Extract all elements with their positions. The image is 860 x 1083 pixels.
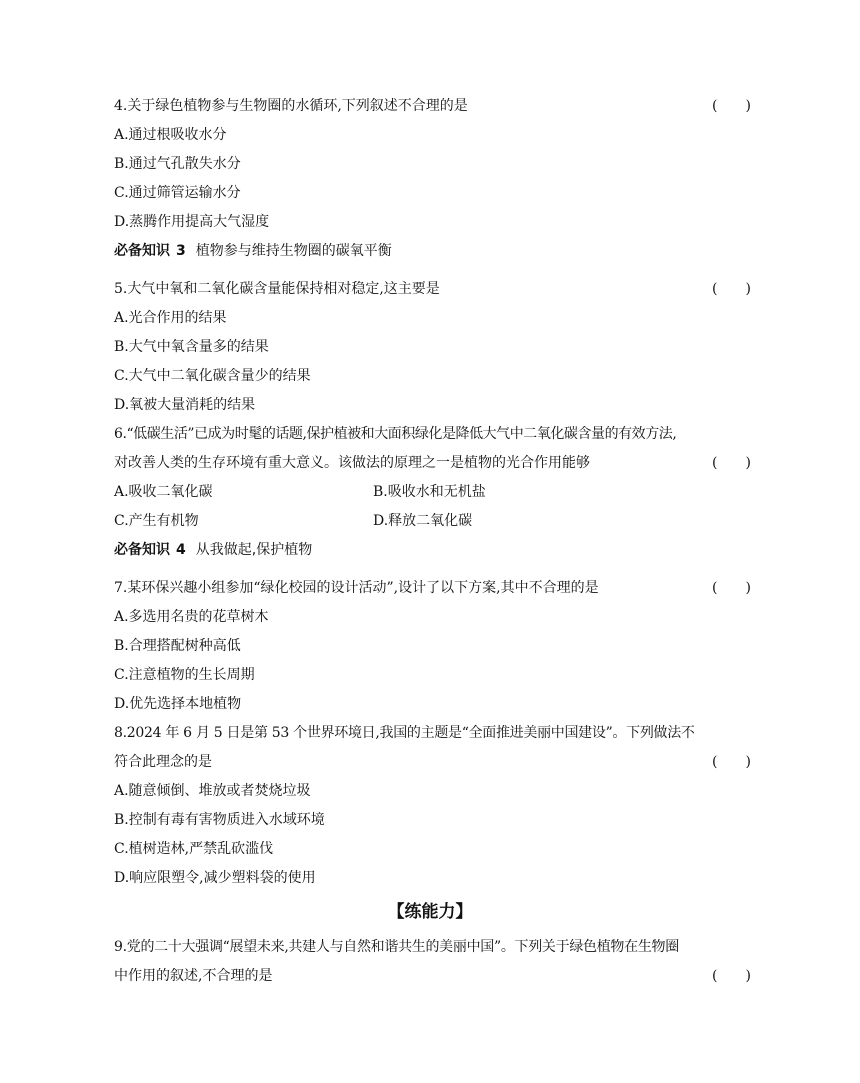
q4-option-a: A.通过根吸收水分 <box>114 127 227 143</box>
practice-heading: 【练能力】 <box>387 902 473 922</box>
q6-option-a: A.吸收二氧化碳 <box>114 484 213 500</box>
q8-stem-line-1: 8.2024 年 6 月 5 日是第 53 个世界环境日,我国的主题是“全面推进美丽中国建设”。下列做法不 <box>114 725 695 741</box>
q5-option-a: A.光合作用的结果 <box>114 310 227 326</box>
q7-answer-bracket: ( ) <box>712 580 751 596</box>
q7-stem: 7.某环保兴趣小组参加“绿化校园的设计活动”,设计了以下方案,其中不合理的是 <box>114 580 599 596</box>
q8-option-c: C.植树造林,严禁乱砍滥伐 <box>114 841 274 857</box>
q6-stem-line-2: 对改善人类的生存环境有重大意义。该做法的原理之一是植物的光合作用能够 <box>114 455 590 471</box>
q7-option-a: A.多选用名贵的花草树木 <box>114 609 269 625</box>
q8-stem-line-2: 符合此理念的是 <box>114 754 212 770</box>
q4-option-b: B.通过气孔散失水分 <box>114 156 241 172</box>
q5-option-d: D.氧被大量消耗的结果 <box>114 397 256 413</box>
section-4-title: 从我做起,保护植物 <box>195 542 313 558</box>
q5-option-b: B.大气中氧含量多的结果 <box>114 339 269 355</box>
q7-option-c: C.注意植物的生长周期 <box>114 667 255 683</box>
section-4-heading <box>114 541 312 559</box>
q5-option-c: C.大气中二氧化碳含量少的结果 <box>114 368 311 384</box>
q7-option-d: D.优先选择本地植物 <box>114 696 242 712</box>
section-3-heading <box>114 242 392 260</box>
section-4-tag: 必备知识 <box>114 542 170 558</box>
q9-stem-line-1: 9.党的二十大强调“展望未来,共建人与自然和谐共生的美丽中国”。下列关于绿色植物在生物圈 <box>114 939 679 955</box>
q7-option-b: B.合理搭配树种高低 <box>114 638 241 654</box>
q6-answer-bracket: ( ) <box>712 455 751 471</box>
section-3-title: 植物参与维持生物圈的碳氧平衡 <box>195 243 392 259</box>
q6-stem-line-1: 6.“低碳生活”已成为时髦的话题,保护植被和大面积绿化是降低大气中二氧化碳含量的有效方法, <box>114 426 677 442</box>
q6-option-b: B.吸收水和无机盐 <box>373 484 486 500</box>
q8-answer-bracket: ( ) <box>712 754 751 770</box>
q6-option-d: D.释放二氧化碳 <box>373 513 473 529</box>
section-4-number: 4 <box>176 542 186 558</box>
section-3-number: 3 <box>176 243 186 259</box>
q4-answer-bracket: ( ) <box>712 98 751 114</box>
section-3-tag: 必备知识 <box>114 243 170 259</box>
q5-answer-bracket: ( ) <box>712 281 751 297</box>
q9-stem-line-2: 中作用的叙述,不合理的是 <box>114 968 273 984</box>
q6-option-c: C.产生有机物 <box>114 513 199 529</box>
q9-answer-bracket: ( ) <box>712 968 751 984</box>
q4-option-d: D.蒸腾作用提高大气湿度 <box>114 214 270 230</box>
q5-stem: 5.大气中氧和二氧化碳含量能保持相对稳定,这主要是 <box>114 281 440 297</box>
q8-option-b: B.控制有毒有害物质进入水域环境 <box>114 812 325 828</box>
q4-option-c: C.通过筛管运输水分 <box>114 185 241 201</box>
q8-option-d: D.响应限塑令,减少塑料袋的使用 <box>114 870 316 886</box>
q4-stem: 4.关于绿色植物参与生物圈的水循环,下列叙述不合理的是 <box>114 98 468 114</box>
q8-option-a: A.随意倾倒、堆放或者焚烧垃圾 <box>114 783 311 799</box>
